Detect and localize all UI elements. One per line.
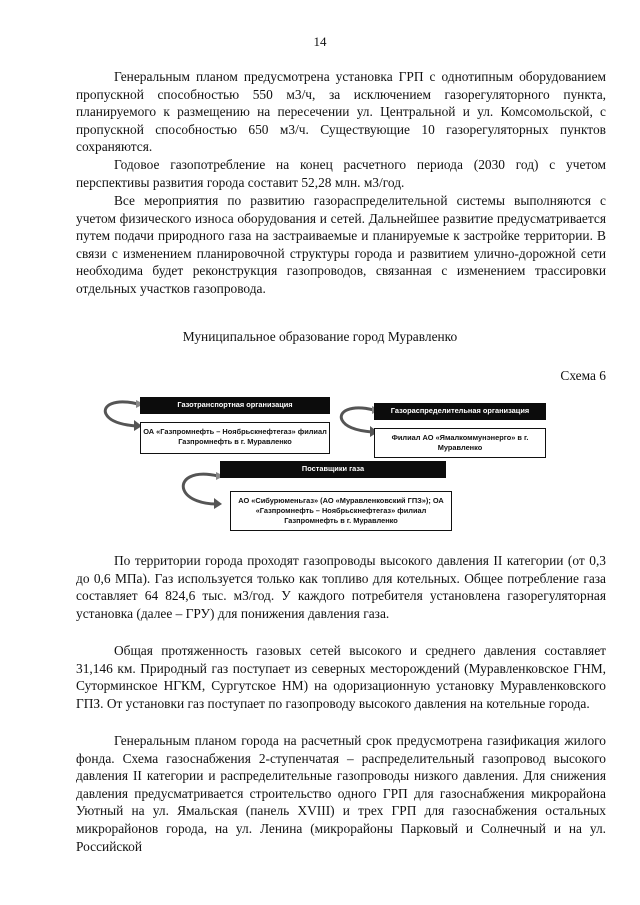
schema-label: Схема 6	[560, 368, 606, 383]
transport-organization-box: ОА «Газпромнефть – Ноябрьскнефтегаз» филиал Газпромнефть в г. Муравленко	[140, 422, 330, 454]
distribution-organization-box: Филиал АО «Ямалкоммунэнерго» в г. Муравленко	[374, 428, 546, 458]
paragraph-1: Генеральным планом предусмотрена установка ГРП с однотипным оборудованием пропускной способностью 550 м3/ч, за исключением газорегуляторного пункта, планируемого к размещению на пересечении ул. Центральной и ул. Комсомольской, с пропускной способностью 650 м3/ч. Существующие 10 газорегуляторных пунктов сохраняются.	[76, 69, 606, 155]
paragraph-5: Общая протяженность газовых сетей высокого и среднего давления составляет 31,146 км. Природный газ поступает из северных месторождений (Муравленковское ГНМ, Суторминское НГКМ, Сургутское НМ) на одоризационную установку Муравленковского ГПЗ. От установки газ поступает по газопроводу высокого давления на котельные города.	[76, 643, 606, 711]
paragraph-2: Годовое газопотребление на конец расчетного периода (2030 год) с учетом перспективы развития города составит 52,28 млн. м3/год.	[76, 157, 606, 190]
suppliers-header: Поставщики газа	[220, 461, 446, 478]
suppliers-box: АО «Сибурюменьгаз» (АО «Муравленковский ГПЗ»); ОА «Газпромнефть – Ноябрьскнефтегаз» филиал Газпромнефть в г. Муравленко	[230, 491, 452, 531]
transport-organization-header: Газотранспортная организация	[140, 397, 330, 414]
section-title: Муниципальное образование город Муравленко	[182, 329, 458, 344]
paragraph-4: По территории города проходят газопроводы высокого давления II категории (от 0,3 до 0,6 МПа). Газ используется только как топливо для котельных. Общее потребление газа составляет 64 824,6 тыс. м3/год. У каждого потребителя установлена газорегуляторная установка (далее – ГРУ) для понижения давления газа.	[76, 553, 606, 621]
paragraph-6: Генеральным планом города на расчетный срок предусмотрена газификация жилого фонда. Схема газоснабжения 2-ступенчатая – распределительный газопровод высокого давления II категории и распределительные газопроводы низкого давления. Для снижения давления предусматривается строительство одного ГРП для газоснабжения микрорайона Уютный на ул. Ямальская (панель XVIII) и трех ГРП для газоснабжения остальных микрорайонов города, на ул. Ленина (микрорайоны Парковый и Солнечный и на ул. Российской	[76, 733, 606, 854]
distribution-organization-header: Газораспределительная организация	[374, 403, 546, 420]
paragraph-3: Все мероприятия по развитию газораспределительной системы выполняются с учетом физического износа оборудования и сетей. Дальнейшее развитие предусматривается путем подачи природного газа на застраиваемые и планируемые к застройке территории. В связи с изменением планировочной структуры города и развитием улично-дорожной сети необходима будет реконструкция газопроводов, связанная с изменением трассировки отдельных участков газопровода.	[76, 193, 606, 296]
page-number: 14	[313, 34, 327, 49]
